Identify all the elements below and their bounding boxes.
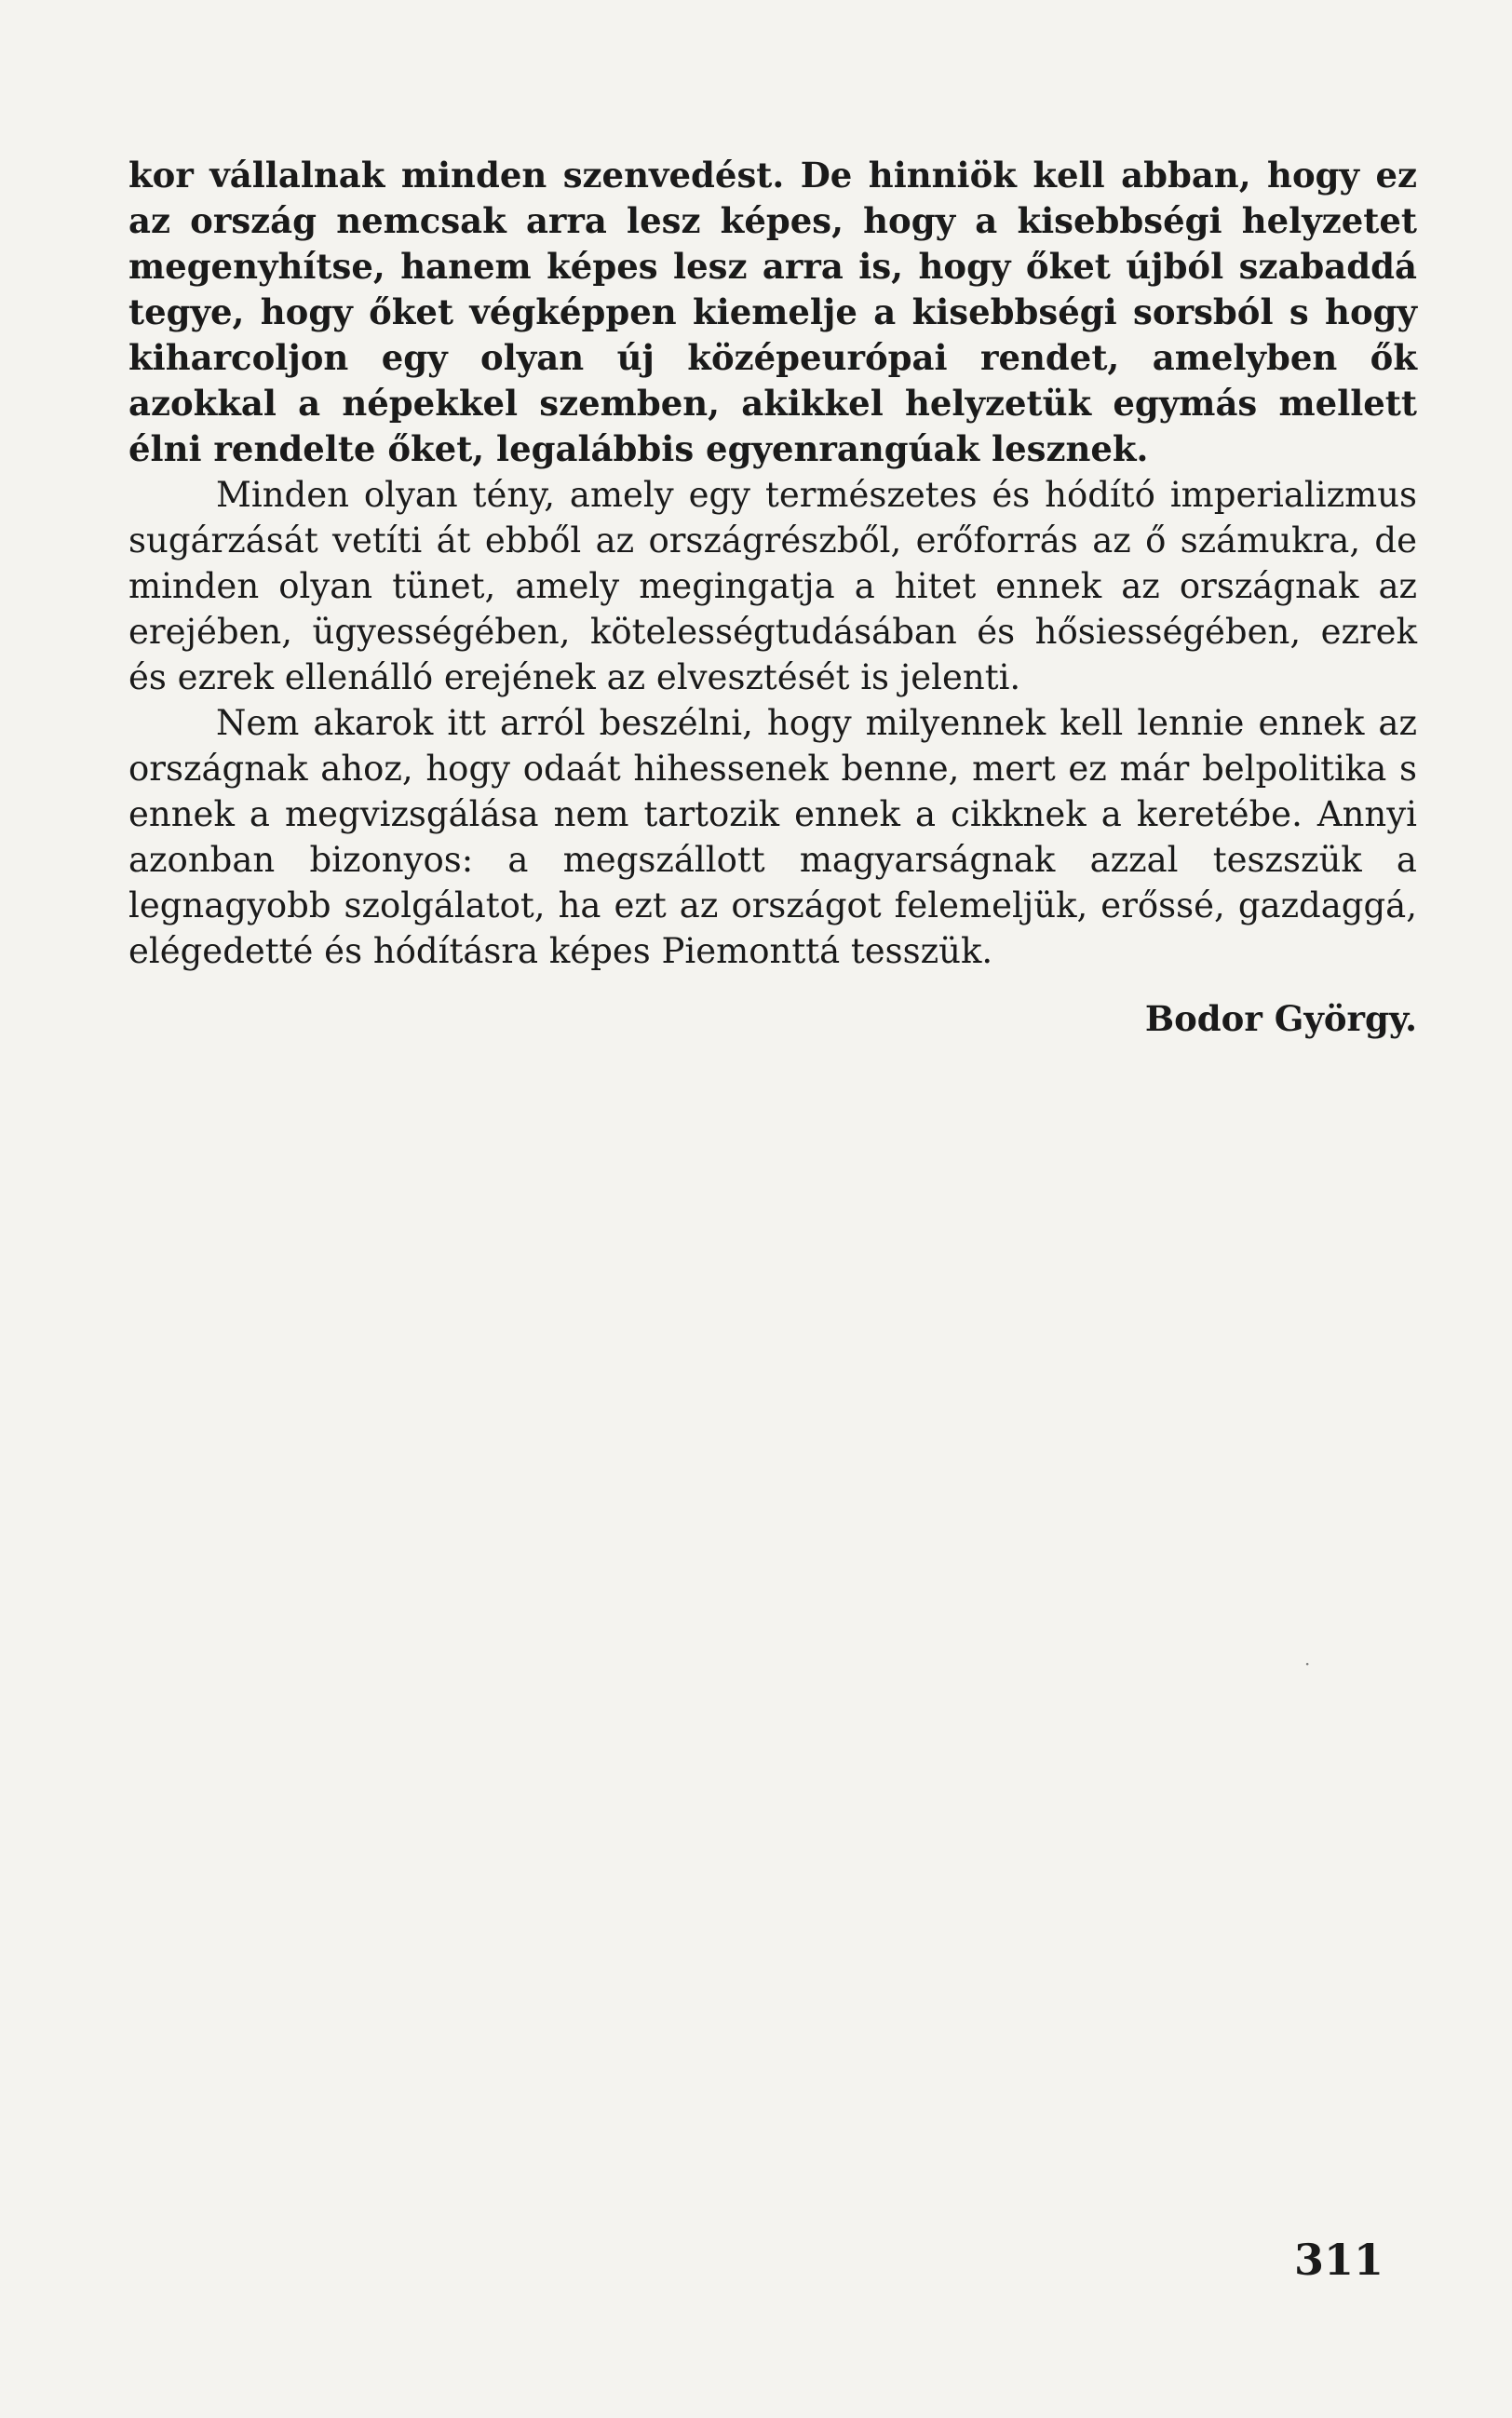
article-text <box>128 153 1417 1042</box>
page-number: 311 <box>1293 2235 1384 2285</box>
author-signature: Bodor György. <box>1144 998 1417 1039</box>
paragraph-continuation: kor vállalnak minden szenvedést. De hinniök kell abban, hogy ez az ország nemcsak arra lesz képes, hogy a kisebbségi helyzetet megenyhítse, hanem képes lesz arra is, hogy őket újból szabaddá tegye, hogy őket végképpen kiemelje a kisebbségi sorsból s hogy kiharcoljon egy olyan új középeurópai rendet, amelyben ők azokkal a népekkel szemben, akikkel helyzetük egymás mellett élni rendelte őket, legalábbis egyenrangúak lesznek. <box>128 155 1417 469</box>
paragraph-imperialism: Minden olyan tény, amely egy természetes és hódító imperializmus sugárzását vetíti át ebből az országrészből, erőforrás az ő számukra, de minden olyan tünet, amely megingatja a hitet ennek az országnak az erejében, ügyességében, kötelességtudásában és hősiességében, ezrek és ezrek ellenálló erejének az elvesztését is jelenti. <box>128 475 1417 697</box>
print-speck: · <box>1304 1653 1311 1675</box>
paragraph-conclusion: Nem akarok itt arról beszélni, hogy milyennek kell lennie ennek az országnak ahoz, hogy odaát hihessenek benne, mert ez már belpolitika s ennek a megvizsgálása nem tartozik ennek a cikknek a keretébe. Annyi azonban bizonyos: a megszállott magyarságnak azzal teszszük a legnagyobb szolgálatot, ha ezt az országot felemeljük, erőssé, gazdaggá, elégedetté és hódításra képes Piemonttá tesszük. <box>128 703 1417 971</box>
